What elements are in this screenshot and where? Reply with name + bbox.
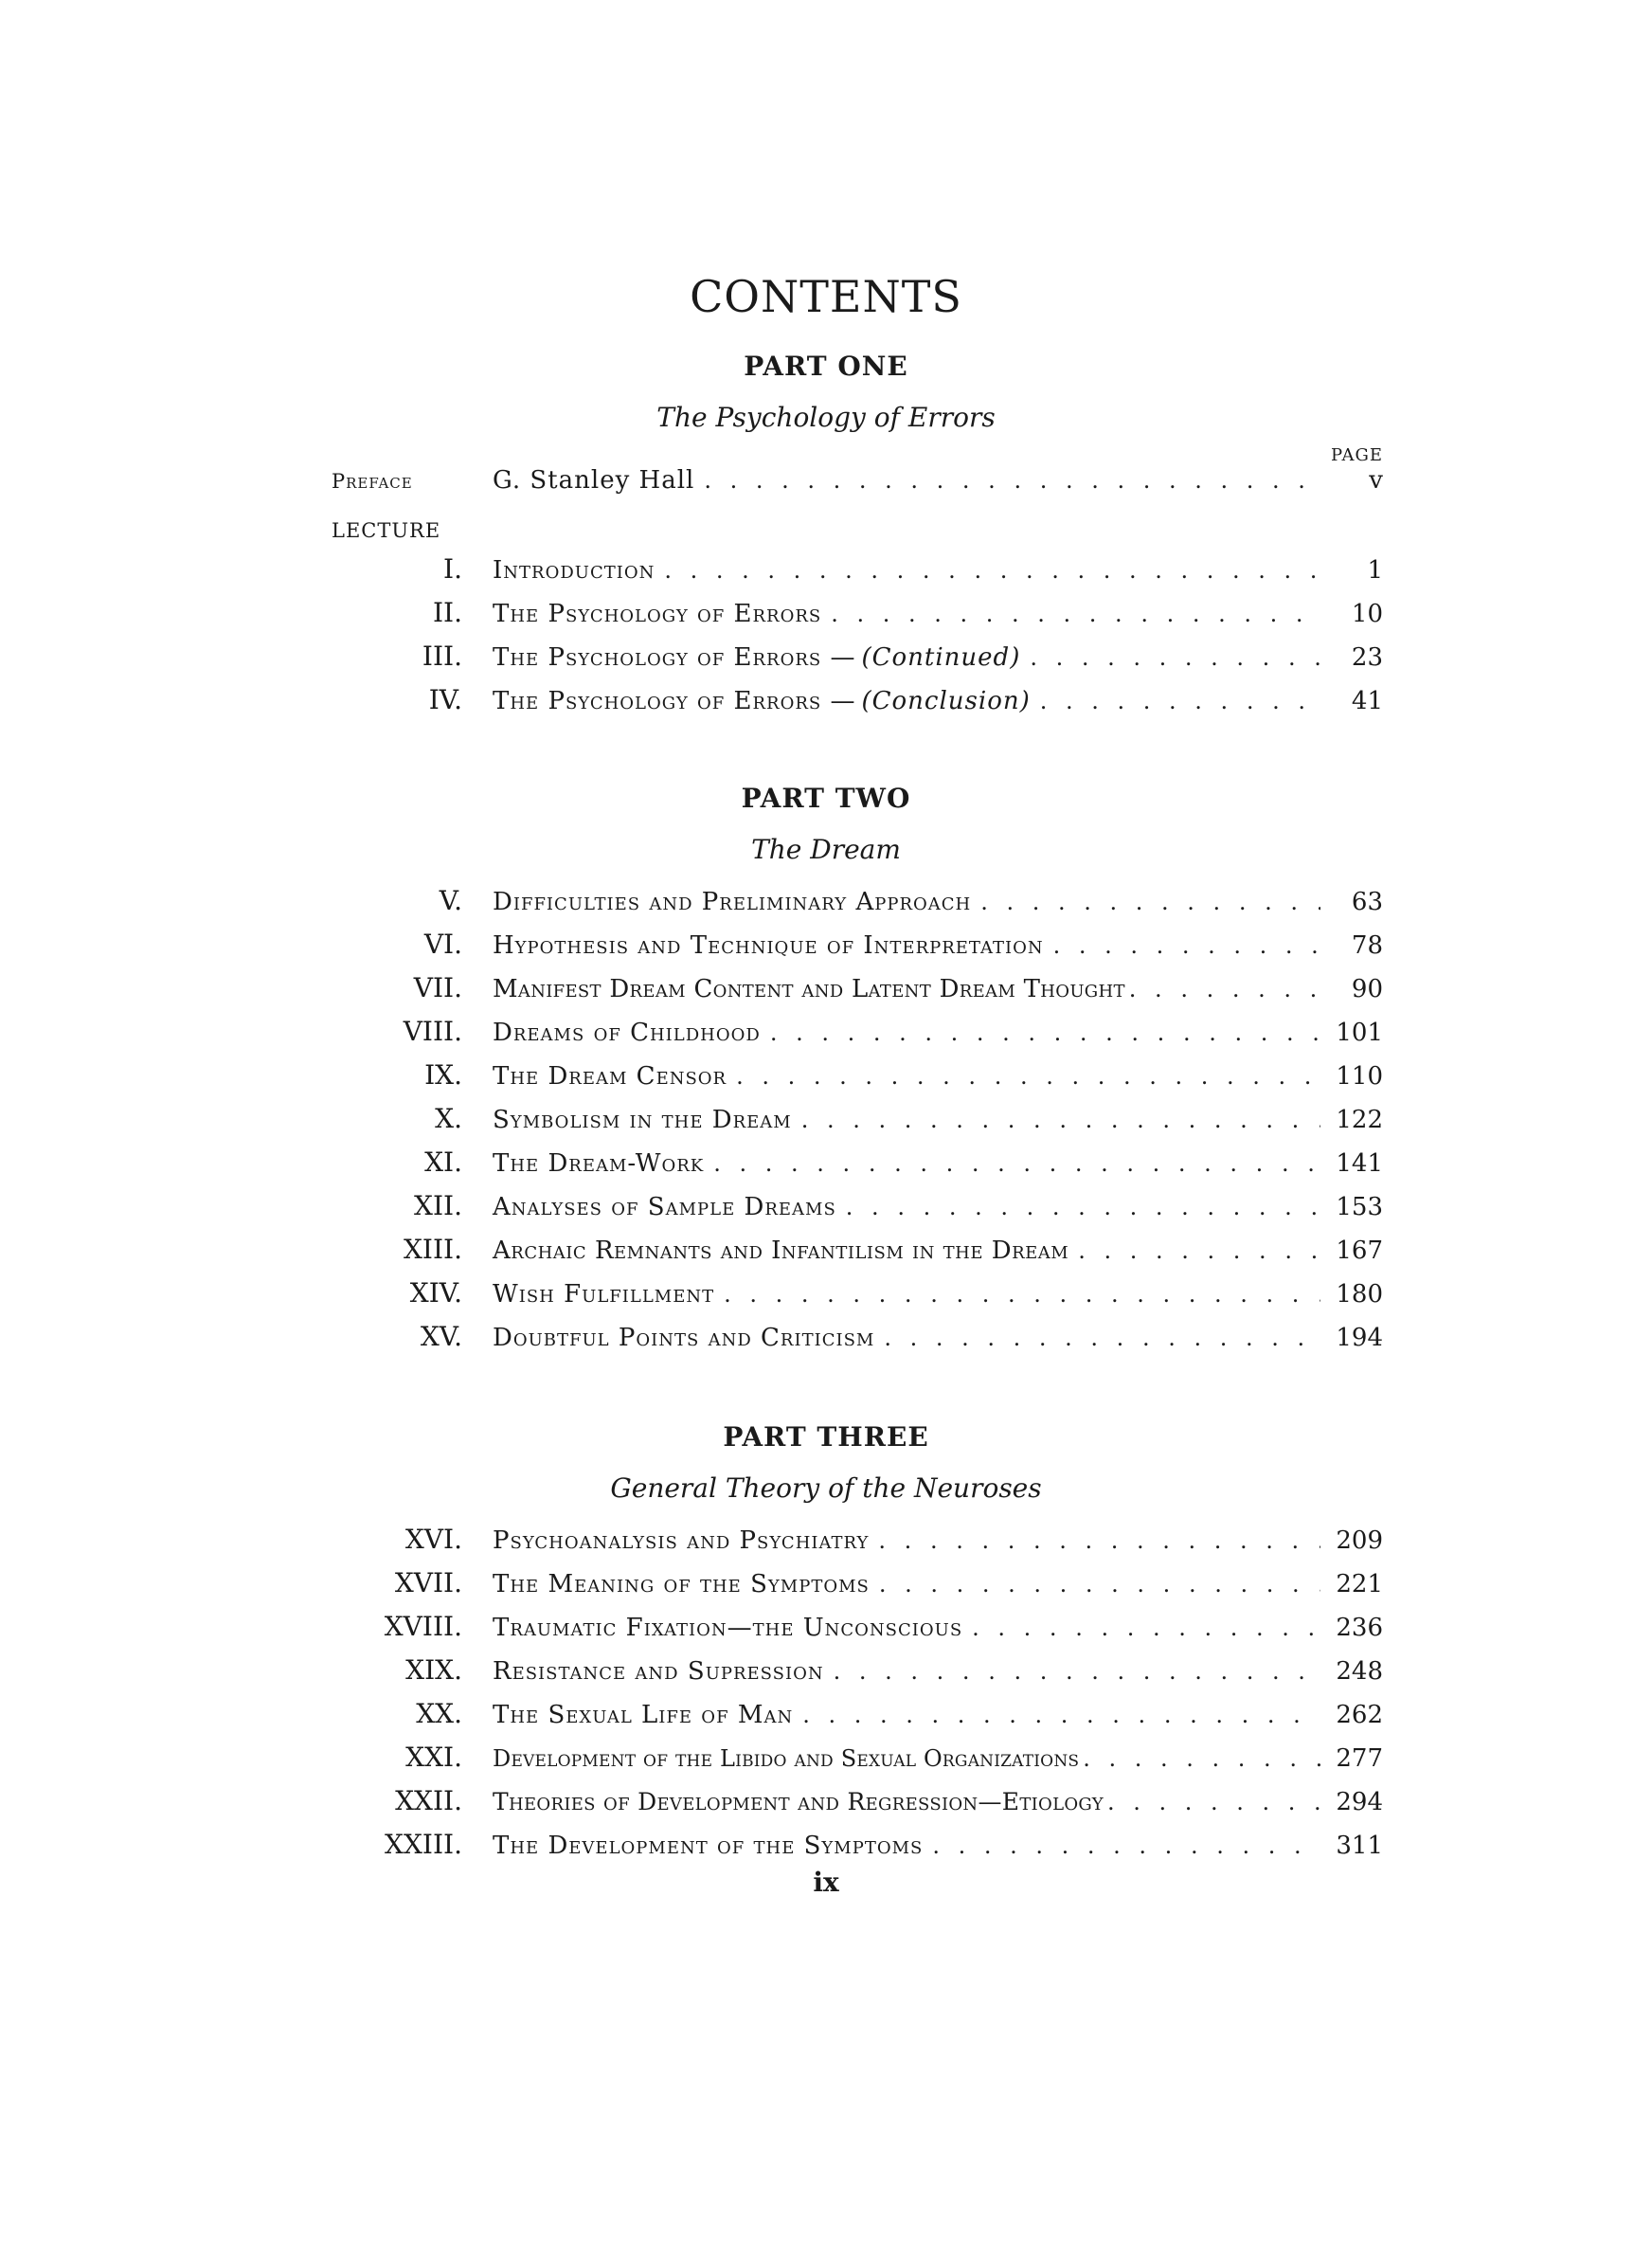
lecture-number: VIII. — [403, 1016, 462, 1047]
part-two-heading: PART TWO — [741, 783, 911, 814]
toc-entry-title: The Psychology of Errors — [493, 600, 822, 628]
toc-row-preface[interactable] — [332, 466, 1383, 504]
toc-row[interactable] — [332, 1829, 1383, 1867]
lecture-number: XVI. — [404, 1524, 462, 1555]
toc-row[interactable] — [332, 1234, 1383, 1272]
dot-leader — [972, 1615, 1320, 1641]
lecture-number: II. — [432, 597, 462, 628]
toc-entry-title: Dreams of Childhood — [493, 1019, 761, 1047]
dot-leader — [1107, 1789, 1326, 1815]
toc-entry-title: Analyses of Sample Dreams — [493, 1193, 836, 1221]
toc-entry-page: 10 — [1351, 600, 1383, 628]
dot-leader — [736, 1063, 1320, 1090]
lecture-number: XXIII. — [385, 1829, 462, 1860]
toc-row[interactable] — [332, 684, 1383, 722]
part-one-subtitle: The Psychology of Errors — [656, 402, 996, 433]
toc-row[interactable] — [332, 1190, 1383, 1228]
lecture-number: III. — [422, 641, 462, 672]
lecture-number: XVII. — [394, 1567, 462, 1598]
toc-entry-page: 101 — [1336, 1019, 1383, 1047]
part-three-heading: PART THREE — [723, 1421, 929, 1453]
toc-entry-title: The Psychology of Errors — — [493, 643, 856, 672]
dot-leader — [713, 1150, 1320, 1177]
dot-leader — [834, 1658, 1320, 1685]
toc-entry-page: 141 — [1336, 1149, 1383, 1178]
toc-entry-page: 167 — [1336, 1237, 1383, 1265]
toc-entry-page: 194 — [1336, 1324, 1383, 1352]
lecture-number: IX. — [424, 1059, 462, 1091]
toc-entry-title: Difficulties and Preliminary Approach — [493, 888, 972, 916]
toc-entry-title: The Dream Censor — [493, 1062, 727, 1091]
toc-entry-title: Resistance and Supression — [493, 1657, 824, 1686]
toc-entry-page: 90 — [1351, 975, 1383, 1003]
toc-entry-page: 262 — [1336, 1701, 1383, 1729]
lecture-number: XV. — [420, 1321, 462, 1352]
toc-row[interactable] — [332, 641, 1383, 678]
toc-row[interactable] — [332, 1277, 1383, 1315]
lecture-number: XVIII. — [384, 1611, 462, 1642]
lecture-number: XIII. — [403, 1234, 462, 1265]
lecture-label: LECTURE — [332, 519, 441, 542]
toc-row[interactable] — [332, 1016, 1383, 1054]
dot-leader — [1040, 688, 1320, 714]
lecture-number: XII. — [414, 1190, 462, 1221]
dot-leader — [980, 889, 1320, 915]
toc-entry-page: 122 — [1336, 1106, 1383, 1134]
toc-entry-page: 23 — [1351, 643, 1383, 672]
dot-leader — [932, 1833, 1320, 1859]
toc-entry-title: Hypothesis and Technique of Interpretation — [493, 931, 1044, 960]
dot-leader — [831, 601, 1320, 627]
toc-row[interactable] — [332, 929, 1383, 966]
dot-leader — [884, 1325, 1320, 1351]
toc-entry-title: Traumatic Fixation—the Unconscious — [493, 1614, 963, 1642]
toc-entry-page: 236 — [1336, 1614, 1383, 1642]
dot-leader — [1129, 976, 1326, 1002]
dot-leader — [802, 1702, 1320, 1728]
toc-entry-title: Development of the Libido and Sexual Organizations — [493, 1745, 1080, 1772]
dot-leader — [724, 1281, 1320, 1308]
toc-row[interactable] — [332, 1103, 1383, 1141]
toc-entry-title: Introduction — [493, 556, 655, 585]
toc-entry-title: Psychoanalysis and Psychiatry — [493, 1526, 870, 1555]
toc-entry-title: The Dream-Work — [493, 1149, 705, 1178]
lecture-number: VI. — [423, 929, 462, 960]
dot-leader — [664, 557, 1320, 584]
toc-entry-page: 294 — [1336, 1788, 1383, 1816]
dot-leader — [846, 1194, 1320, 1220]
lecture-number: X. — [435, 1103, 462, 1134]
toc-entry-title: The Development of the Symptoms — [493, 1832, 924, 1860]
dot-leader — [1030, 644, 1320, 671]
toc-entry-page: 110 — [1336, 1062, 1383, 1091]
toc-entry-subtitle: (Continued) — [861, 643, 1021, 672]
dot-leader — [1053, 932, 1320, 959]
toc-row[interactable] — [332, 1611, 1383, 1649]
toc-entry-page: 78 — [1351, 931, 1383, 960]
lecture-number: XXI. — [405, 1742, 462, 1773]
lecture-number: XIV. — [409, 1277, 462, 1309]
toc-row[interactable] — [332, 1785, 1383, 1823]
dot-leader — [1083, 1745, 1326, 1772]
toc-entry-page: 277 — [1336, 1744, 1383, 1773]
toc-row[interactable] — [332, 972, 1383, 1010]
dot-leader — [801, 1107, 1320, 1133]
toc-row[interactable] — [332, 1524, 1383, 1562]
toc-entry-subtitle: (Conclusion) — [861, 687, 1031, 715]
toc-entry-title: The Meaning of the Symptoms — [493, 1570, 870, 1598]
lecture-number: XXII. — [395, 1785, 462, 1816]
toc-entry-page: 41 — [1351, 687, 1383, 715]
toc-row[interactable] — [332, 1654, 1383, 1692]
dot-leader — [879, 1571, 1320, 1598]
toc-entry-page: 63 — [1351, 888, 1383, 916]
toc-entry-title: The Psychology of Errors — — [493, 687, 856, 715]
part-three-subtitle: General Theory of the Neuroses — [610, 1472, 1042, 1504]
toc-entry-title: The Sexual Life of Man — [493, 1701, 794, 1729]
preface-label: Preface — [332, 470, 413, 493]
dot-leader — [770, 1020, 1320, 1046]
toc-entry-page: 311 — [1336, 1832, 1383, 1860]
dot-leader — [704, 467, 1320, 494]
part-two-subtitle: The Dream — [751, 834, 901, 865]
lecture-number: I. — [443, 553, 462, 585]
lecture-number: V. — [439, 885, 462, 916]
toc-entry-title: G. Stanley Hall — [493, 466, 695, 495]
toc-entry-title: Theories of Development and Regression—Etiology — [493, 1788, 1104, 1815]
toc-entry-title: Doubtful Points and Criticism — [493, 1324, 875, 1352]
toc-row[interactable] — [332, 1147, 1383, 1184]
toc-row[interactable] — [332, 1321, 1383, 1359]
lecture-number: XX. — [416, 1698, 462, 1729]
toc-row[interactable] — [332, 597, 1383, 635]
toc-row[interactable] — [332, 1567, 1383, 1605]
toc-row[interactable] — [332, 1059, 1383, 1097]
toc-entry-page: 209 — [1336, 1526, 1383, 1555]
toc-entry-page: 1 — [1367, 556, 1383, 585]
page-column-label: PAGE — [1331, 445, 1383, 465]
toc-entry-page: 153 — [1336, 1193, 1383, 1221]
toc-entry-page: 248 — [1336, 1657, 1383, 1686]
lecture-number: IV. — [428, 684, 462, 715]
dot-leader — [1078, 1237, 1320, 1264]
toc-entry-title: Symbolism in the Dream — [493, 1106, 792, 1134]
toc-row[interactable] — [332, 885, 1383, 923]
part-one-heading: PART ONE — [744, 351, 908, 382]
lecture-number: XI. — [424, 1147, 462, 1178]
toc-row[interactable] — [332, 553, 1383, 591]
toc-entry-page: 221 — [1336, 1570, 1383, 1598]
toc-entry-title: Wish Fulfillment — [493, 1280, 715, 1309]
page-title: CONTENTS — [690, 271, 962, 322]
dot-leader — [878, 1527, 1320, 1554]
lecture-number: VII. — [413, 972, 462, 1003]
toc-row[interactable] — [332, 1742, 1383, 1779]
lecture-number: XIX. — [405, 1654, 462, 1686]
toc-entry-page: v — [1369, 466, 1383, 495]
page-folio: ix — [813, 1867, 839, 1898]
toc-row[interactable] — [332, 1698, 1383, 1736]
toc-entry-title: Manifest Dream Content and Latent Dream Thought — [493, 975, 1125, 1003]
toc-entry-title: Archaic Remnants and Infantilism in the Dream — [493, 1237, 1069, 1265]
toc-entry-page: 180 — [1336, 1280, 1383, 1309]
